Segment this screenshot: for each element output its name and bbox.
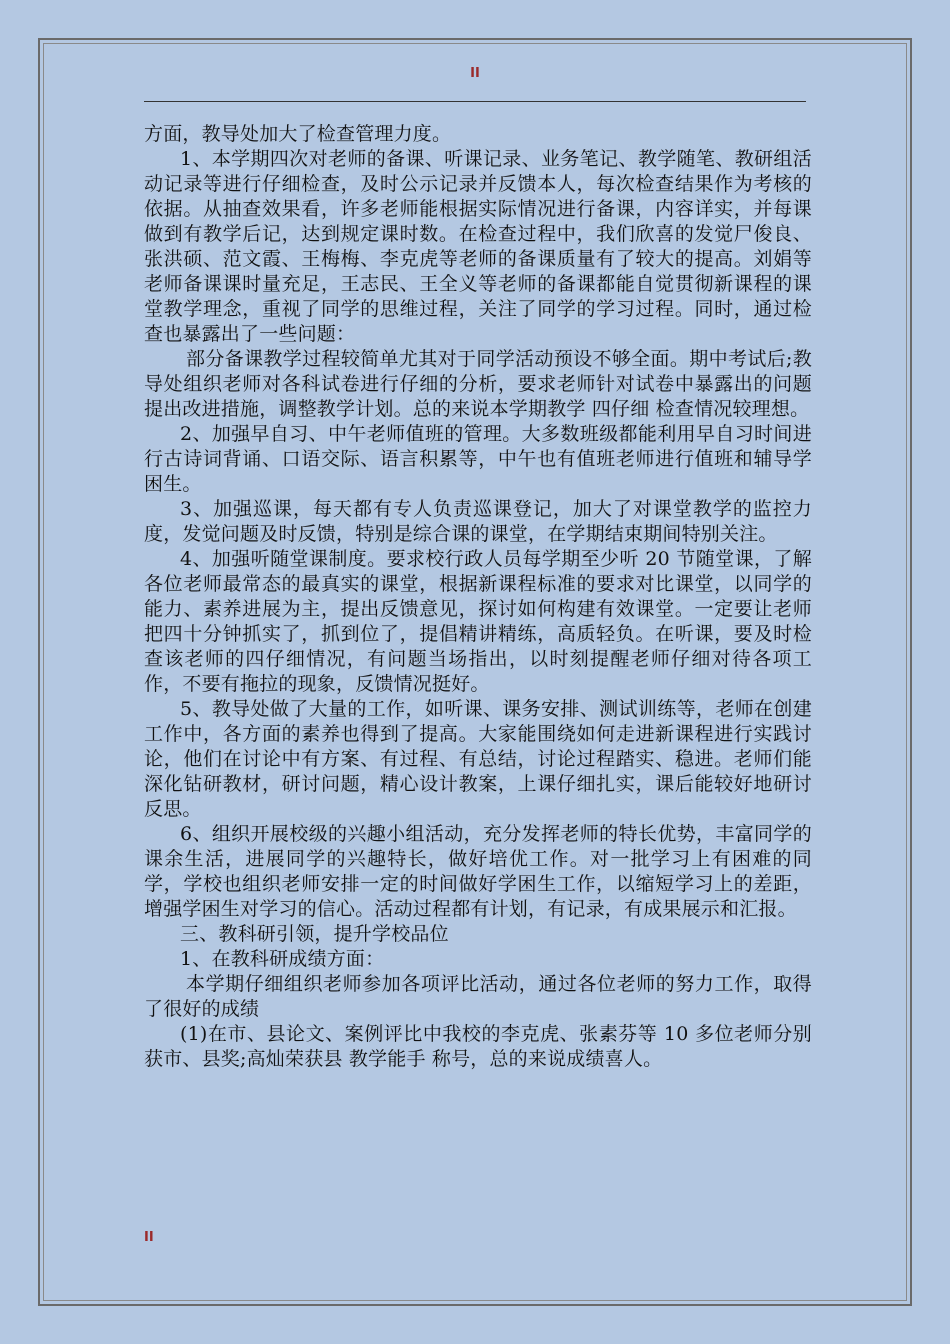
page-footer-mark: II (144, 1230, 154, 1245)
paragraph-intro: 方面，教导处加大了检查管理力度。 (144, 123, 452, 145)
paragraph-item-5: 5、教导处做了大量的工作，如听课、课务安排、测试训练等，老师在创建工作中，各方面的素养也得到了提高。大家能围绕如何走进新课程进行实践讨论，他们在讨论中有方案、有过程、有总结，讨论过程踏实、稳进。老师们能深化钻研教材，研讨问题，精心设计教案，上课仔细扎实，课后能较好地研讨反思。 (144, 698, 812, 820)
paragraph-item-6: 6、组织开展校级的兴趣小组活动，充分发挥老师的特长优势，丰富同学的课余生活，进展同学的兴趣特长，做好培优工作。对一批学习上有困难的同学，学校也组织老师安排一定的时间做好学困生工作，以缩短学习上的差距，增强学困生对学习的信心。活动过程都有计划，有记录，有成果展示和汇报。 (144, 823, 812, 920)
paragraph-issues: 部分备课教学过程较简单尤其对于同学活动预设不够全面。期中考试后;教导处组织老师对各科试卷进行仔细的分析，要求老师针对试卷中暴露出的问题提出改进措施，调整教学计划。总的来说本学期教学 四仔细 检查情况较理想。 (144, 348, 812, 420)
paragraph-item-3: 3、加强巡课，每天都有专人负责巡课登记，加大了对课堂教学的监控力度，发觉问题及时反馈，特别是综合课的课堂，在学期结束期间特别关注。 (144, 498, 812, 545)
paragraph-item-2: 2、加强早自习、中午老师值班的管理。大多数班级都能利用早自习时间进行古诗词背诵、口语交际、语言积累等，中午也有值班老师进行值班和辅导学困生。 (144, 423, 812, 495)
paragraph-awards-intro: 本学期仔细组织老师参加各项评比活动，通过各位老师的努力工作，取得了很好的成绩 (144, 973, 812, 1020)
paragraph-awards-1: (1)在市、县论文、案例评比中我校的李克虎、张素芬等 10 多位老师分别获市、县奖;高灿荣获县 教学能手 称号，总的来说成绩喜人。 (144, 1023, 812, 1070)
document-body (144, 122, 812, 1072)
header-divider (144, 101, 806, 102)
subsection-heading-1: 1、在教科研成绩方面： (180, 948, 385, 970)
paragraph-item-4: 4、加强听随堂课制度。要求校行政人员每学期至少听 20 节随堂课，了解各位老师最常态的最真实的课堂，根据新课程标准的要求对比课堂，以同学的能力、素养进展为主，提出反馈意见，探讨如何构建有效课堂。一定要让老师把四十分钟抓实了，抓到位了，提倡精讲精练，高质轻负。在听课，要及时检查该老师的四仔细情况，有问题当场指出，以时刻提醒老师仔细对待各项工作，不要有拖拉的现象，反馈情况挺好。 (144, 548, 812, 695)
page-header-mark: II (470, 66, 480, 81)
paragraph-item-1: 1、本学期四次对老师的备课、听课记录、业务笔记、教学随笔、教研组活动记录等进行仔细检查，及时公示记录并反馈本人，每次检查结果作为考核的依据。从抽查效果看，许多老师能根据实际情况进行备课，内容详实，并每课做到有教学后记，达到规定课时数。在检查过程中，我们欣喜的发觉尸俊良、张洪硕、范文霞、王梅梅、李克虎等老师的备课质量有了较大的提高。刘娟等老师备课课时量充足，王志民、王全义等老师的备课都能自觉贯彻新课程的课堂教学理念，重视了同学的思维过程，关注了同学的学习过程。同时，通过检查也暴露出了一些问题： (144, 148, 812, 345)
section-heading-3: 三、教科研引领，提升学校品位 (180, 923, 449, 945)
